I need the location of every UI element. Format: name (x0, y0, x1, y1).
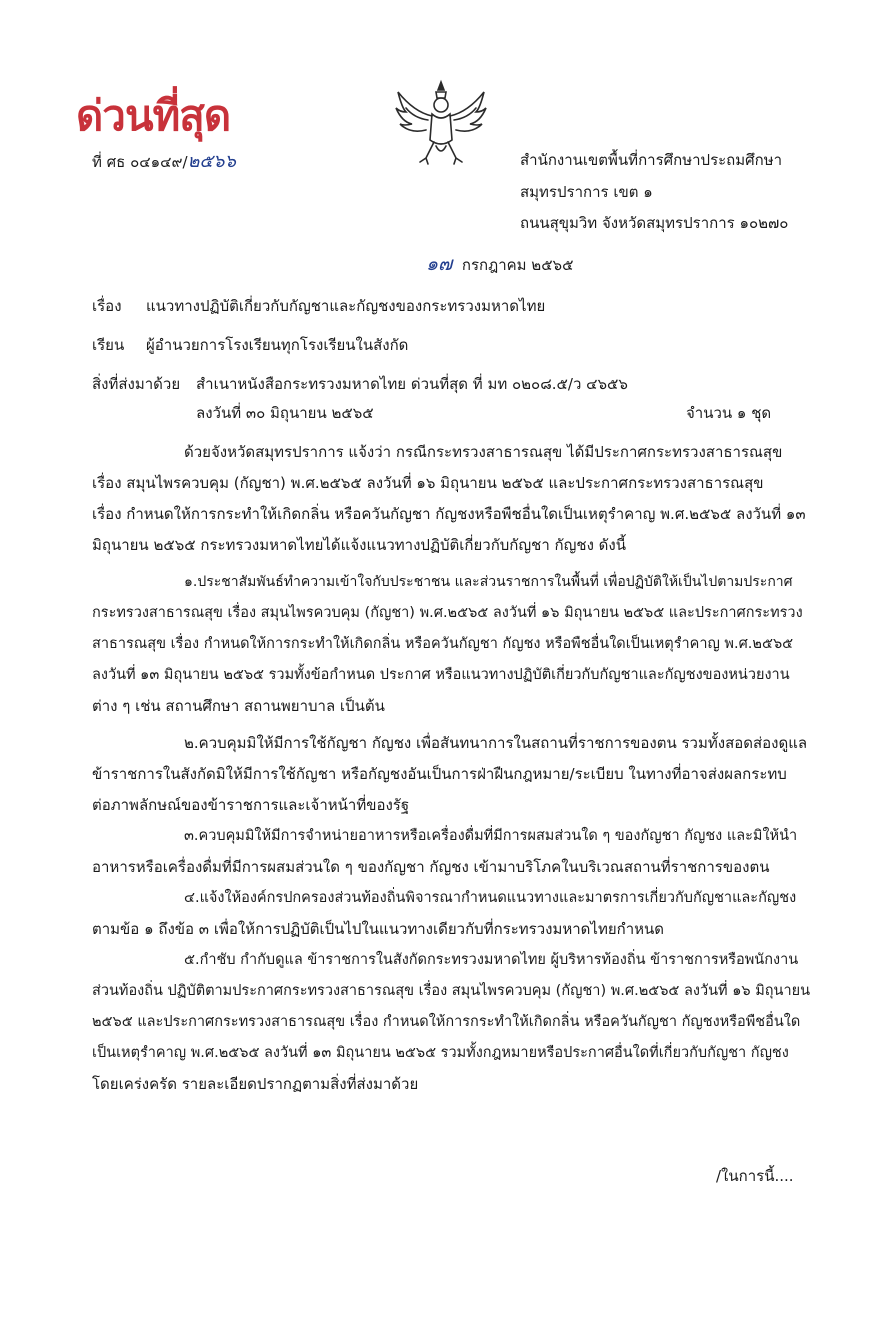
body-line: ๒.ควบคุมมิให้มีการใช้กัญชา กัญชง เพื่อสันทนาการในสถานที่ราชการของตน รวมทั้งสอดส่องดูแล (184, 734, 808, 752)
body-line: ๕.กำชับ กำกับดูแล ข้าราชการในสังกัดกระทรวงมหาดไทย ผู้บริหารท้องถิ่น ข้าราชการหรือพนักงาน (184, 952, 799, 968)
addressee-text: ผู้อำนวยการโรงเรียนทุกโรงเรียนในสังกัด (146, 336, 409, 354)
document-date (426, 254, 573, 275)
body-line: ๔.แจ้งให้องค์กรปกครองส่วนท้องถิ่นพิจารณากำหนดแนวทางและมาตรการเกี่ยวกับกัญชาและกัญชง (184, 890, 797, 906)
enclosure-label: สิ่งที่ส่งมาด้วย (92, 375, 181, 393)
body-line: ต่าง ๆ เช่น สถานศึกษา สถานพยาบาล เป็นต้น (92, 697, 385, 715)
enclosure-line1: สำเนาหนังสือกระทรวงมหาดไทย ด่วนที่สุด ที่ มท ๐๒๐๘.๕/ว ๔๖๕๖ (196, 375, 628, 393)
body-line: กระทรวงสาธารณสุข เรื่อง สมุนไพรควบคุม (กัญชา) พ.ศ.๒๕๖๕ ลงวันที่ ๑๖ มิถุนายน ๒๕๖๕ และประกาศกระทรวง (92, 605, 803, 621)
office-name-line2: สมุทรปราการ เขต ๑ (520, 183, 653, 201)
body-line: ด้วยจังหวัดสมุทรปราการ แจ้งว่า กรณีกระทรวงสาธารณสุข ได้มีประกาศกระทรวงสาธารณสุข (184, 443, 783, 461)
urgency-stamp: ด่วนที่สุด (76, 91, 231, 140)
body-line: ต่อภาพลักษณ์ของข้าราชการและเจ้าหน้าที่ของรัฐ (92, 796, 410, 814)
addressee-label: เรียน (92, 336, 125, 354)
document-number-prefix: ที่ ศธ ๐๔๑๔๙/ (92, 153, 188, 171)
body-line: ๑.ประชาสัมพันธ์ทำความเข้าใจกับประชาชน และส่วนราชการในพื้นที่ เพื่อปฏิบัติให้เป็นไปตามประกาศ (184, 574, 793, 590)
office-name-line1: สำนักงานเขตพื้นที่การศึกษาประถมศึกษา (520, 151, 783, 169)
subject-text: แนวทางปฏิบัติเกี่ยวกับกัญชาและกัญชงของกระทรวงมหาดไทย (146, 297, 546, 315)
body-line: ตามข้อ ๑ ถึงข้อ ๓ เพื่อให้การปฏิบัติเป็นไปในแนวทางเดียวกับที่กระทรวงมหาดไทยกำหนด (92, 920, 665, 938)
body-line: เรื่อง สมุนไพรควบคุม (กัญชา) พ.ศ.๒๕๖๕ ลงวันที่ ๑๖ มิถุนายน ๒๕๖๕ และประกาศกระทรวงสาธารณสุข (92, 474, 764, 492)
subject-label: เรื่อง (92, 297, 122, 315)
body-line: ข้าราชการในสังกัดมิให้มีการใช้กัญชา หรือกัญชงอันเป็นการฝ่าฝืนกฎหมาย/ระเบียบ ในทางที่อาจส่งผลกระทบ (92, 765, 787, 783)
enclosure-quantity: จำนวน ๑ ชุด (686, 404, 772, 422)
body-line: ๒๕๖๕ และประกาศกระทรวงสาธารณสุข เรื่อง กำหนดให้การกระทำให้เกิดกลิ่น หรือควันกัญชา กัญชงหรือพืชอื่นใด (92, 1014, 801, 1030)
body-line: ๓.ควบคุมมิให้มีการจำหน่ายอาหารหรือเครื่องดื่มที่มีการผสมส่วนใด ๆ ของกัญชา กัญชง และมิให้นำ (184, 828, 798, 844)
continuation-marker: /ในการนี้.... (716, 1167, 794, 1185)
enclosure-line2: ลงวันที่ ๓๐ มิถุนายน ๒๕๖๕ (196, 404, 374, 422)
document-number-handwritten: ๒๕๖๖ (187, 151, 236, 172)
body-line: โดยเคร่งครัด รายละเอียดปรากฏตามสิ่งที่ส่งมาด้วย (92, 1075, 419, 1093)
body-line: มิถุนายน ๒๕๖๕ กระทรวงมหาดไทยได้แจ้งแนวทางปฏิบัติเกี่ยวกับกัญชา กัญชง ดังนี้ (92, 536, 627, 554)
garuda-emblem-icon (392, 78, 490, 168)
body-line: เป็นเหตุรำคาญ พ.ศ.๒๕๖๕ ลงวันที่ ๑๓ มิถุนายน ๒๕๖๕ รวมทั้งกฎหมายหรือประกาศอื่นใดที่เกี่ยวกับกัญชา กัญชง (92, 1045, 789, 1061)
date-day-handwritten: ๑๗ (426, 253, 453, 275)
body-line: สาธารณสุข เรื่อง กำหนดให้การกระทำให้เกิดกลิ่น หรือควันกัญชา กัญชง หรือพืชอื่นใดเป็นเหตุรำคาญ พ.ศ.๒๕๖๕ (92, 636, 794, 652)
body-line: ลงวันที่ ๑๓ มิถุนายน ๒๕๖๕ รวมทั้งข้อกำหนด ประกาศ หรือแนวทางปฏิบัติเกี่ยวกับกัญชาและกัญชงของหน่วยงาน (92, 667, 790, 683)
date-month-year: กรกฎาคม ๒๕๖๕ (461, 256, 574, 274)
office-address: ถนนสุขุมวิท จังหวัดสมุทรปราการ ๑๐๒๗๐ (520, 214, 789, 232)
document-number (92, 152, 236, 172)
body-line: อาหารหรือเครื่องดื่มที่มีการผสมส่วนใด ๆ ของกัญชา กัญชง เข้ามาบริโภคในบริเวณสถานที่ราชการของตน (92, 858, 770, 876)
body-line: ส่วนท้องถิ่น ปฏิบัติตามประกาศกระทรวงสาธารณสุข เรื่อง สมุนไพรควบคุม (กัญชา) พ.ศ.๒๕๖๕ ลงวันที่ ๑๖ มิถุนายน (92, 983, 811, 999)
body-line: เรื่อง กำหนดให้การกระทำให้เกิดกลิ่น หรือควันกัญชา กัญชงหรือพืชอื่นใดเป็นเหตุรำคาญ พ.ศ.๒๕๖๕ ลงวันที่ ๑๓ (92, 505, 806, 523)
